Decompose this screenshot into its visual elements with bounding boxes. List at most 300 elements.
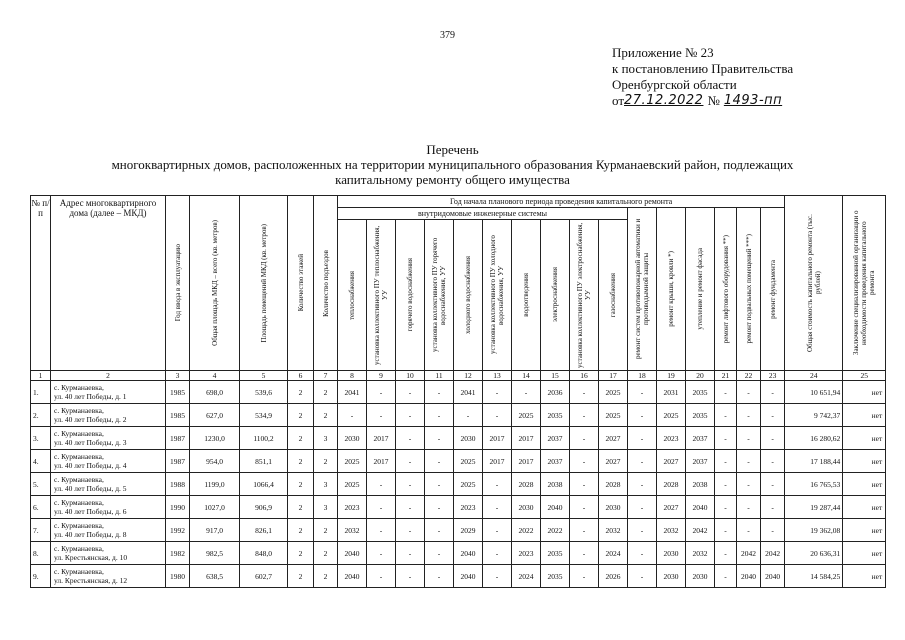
cell-c13: - — [483, 542, 512, 565]
column-number: 19 — [657, 371, 686, 381]
address-line-2: ул. 40 лет Победы, д. 4 — [54, 461, 127, 470]
column-number: 22 — [737, 371, 761, 381]
cell-c10: - — [396, 450, 425, 473]
address-line-1: с. Курманаевка, — [54, 406, 104, 415]
cell-c16: - — [570, 542, 599, 565]
cell-c21: - — [715, 565, 737, 588]
column-number: 21 — [715, 371, 737, 381]
cell-total: 1027,0 — [190, 496, 240, 519]
cell-year: 1987 — [166, 450, 190, 473]
cell-c20: 2037 — [686, 450, 715, 473]
cell-c20: 2030 — [686, 565, 715, 588]
cell-floors: 2 — [288, 427, 314, 450]
cell-total: 1230,0 — [190, 427, 240, 450]
cell-c18: - — [628, 450, 657, 473]
header-floors: Количество этажей — [288, 196, 314, 371]
address-line-1: с. Курманаевка, — [54, 498, 104, 507]
cell-prem: 539,6 — [240, 381, 288, 404]
cell-c18: - — [628, 427, 657, 450]
address-line-2: ул. 40 лет Победы, д. 5 — [54, 484, 127, 493]
address-line-2: ул. Крестьянская, д. 10 — [54, 553, 128, 562]
cell-c11: - — [425, 404, 454, 427]
cell-c10: - — [396, 404, 425, 427]
header-systems-group: внутридомовые инженерные системы — [338, 208, 628, 220]
table-row — [31, 381, 886, 404]
cell-c16: - — [570, 473, 599, 496]
cell-floors: 2 — [288, 450, 314, 473]
header-electricity-meter: установка коллективного ПУ электроснабжения, УУ — [570, 220, 599, 371]
header-num: № п/п — [31, 196, 51, 371]
cell-cost: 10 651,94 — [785, 381, 843, 404]
cell-c15: 2040 — [541, 496, 570, 519]
cell-c18: - — [628, 381, 657, 404]
cell-concl: нет — [843, 542, 886, 565]
cell-c19: 2027 — [657, 496, 686, 519]
cell-total: 638,5 — [190, 565, 240, 588]
table-row — [31, 496, 886, 519]
column-number: 9 — [367, 371, 396, 381]
row-number: 5. — [31, 473, 51, 496]
cell-c11: - — [425, 565, 454, 588]
cell-c10: - — [396, 496, 425, 519]
cell-concl: нет — [843, 519, 886, 542]
cell-entr: 2 — [314, 565, 338, 588]
header-cold-water: холодного водоснабжения — [454, 220, 483, 371]
cell-c8: 2040 — [338, 542, 367, 565]
cell-concl: нет — [843, 473, 886, 496]
cell-c21: - — [715, 404, 737, 427]
row-number: 1. — [31, 381, 51, 404]
cell-c10: - — [396, 542, 425, 565]
cell-c23: - — [761, 427, 785, 450]
cell-entr: 3 — [314, 496, 338, 519]
cell-c22: 2040 — [737, 565, 761, 588]
cell-year: 1988 — [166, 473, 190, 496]
column-number: 10 — [396, 371, 425, 381]
cell-floors: 2 — [288, 496, 314, 519]
column-number: 14 — [512, 371, 541, 381]
cell-c8: 2040 — [338, 565, 367, 588]
cell-entr: 3 — [314, 427, 338, 450]
column-number: 11 — [425, 371, 454, 381]
row-number: 9. — [31, 565, 51, 588]
cell-c11: - — [425, 381, 454, 404]
cell-c11: - — [425, 519, 454, 542]
column-number: 2 — [51, 371, 166, 381]
cell-c17: 2025 — [599, 381, 628, 404]
header-total-area: Общая площадь МКД – всего (кв. метров) — [190, 196, 240, 371]
cell-c12: 2030 — [454, 427, 483, 450]
cell-c17: 2028 — [599, 473, 628, 496]
cell-total: 982,5 — [190, 542, 240, 565]
cell-c11: - — [425, 473, 454, 496]
cell-c9: 2017 — [367, 450, 396, 473]
column-numbers-row — [31, 371, 886, 381]
cell-concl: нет — [843, 496, 886, 519]
header-hot-water: горячего водоснабжения — [396, 220, 425, 371]
buildings-table — [30, 195, 886, 588]
table-row — [31, 427, 886, 450]
cell-c13: - — [483, 473, 512, 496]
cell-c20: 2035 — [686, 381, 715, 404]
row-address — [51, 381, 166, 404]
cell-cost: 9 742,37 — [785, 404, 843, 427]
cell-floors: 2 — [288, 542, 314, 565]
cell-c14: 2023 — [512, 542, 541, 565]
cell-c8: 2041 — [338, 381, 367, 404]
cell-c9: - — [367, 496, 396, 519]
cell-entr: 2 — [314, 542, 338, 565]
cell-c21: - — [715, 473, 737, 496]
address-line-1: с. Курманаевка, — [54, 452, 104, 461]
cell-year: 1992 — [166, 519, 190, 542]
cell-c16: - — [570, 404, 599, 427]
header-period-group: Год начала планового периода проведения капитального ремонта — [338, 196, 785, 208]
cell-c19: 2023 — [657, 427, 686, 450]
cell-c20: 2035 — [686, 404, 715, 427]
row-number: 7. — [31, 519, 51, 542]
cell-c14: 2017 — [512, 427, 541, 450]
column-number: 8 — [338, 371, 367, 381]
cell-c12: 2040 — [454, 565, 483, 588]
cell-c12: 2023 — [454, 496, 483, 519]
cell-c15: 2035 — [541, 565, 570, 588]
address-line-2: ул. 40 лет Победы, д. 1 — [54, 392, 127, 401]
cell-c8: 2025 — [338, 450, 367, 473]
column-number: 25 — [843, 371, 886, 381]
cell-c9: - — [367, 565, 396, 588]
cell-total: 627,0 — [190, 404, 240, 427]
cell-entr: 2 — [314, 519, 338, 542]
cell-c23: 2042 — [761, 542, 785, 565]
header-address: Адрес многоквартирного дома (далее – МКД) — [51, 196, 166, 371]
cell-c13: - — [483, 404, 512, 427]
cell-c10: - — [396, 519, 425, 542]
cell-c18: - — [628, 519, 657, 542]
cell-c12: 2041 — [454, 381, 483, 404]
cell-c16: - — [570, 381, 599, 404]
cell-c16: - — [570, 496, 599, 519]
row-number: 6. — [31, 496, 51, 519]
appendix-line-3: Оренбургской области — [612, 77, 737, 92]
address-line-2: ул. 40 лет Победы, д. 8 — [54, 530, 127, 539]
header-electricity: электроснабжения — [541, 220, 570, 371]
handwritten-date: 27.12.2022 — [624, 93, 704, 108]
cell-prem: 906,9 — [240, 496, 288, 519]
cell-prem: 851,1 — [240, 450, 288, 473]
row-number: 2. — [31, 404, 51, 427]
cell-c17: 2024 — [599, 542, 628, 565]
appendix-line-2: к постановлению Правительства — [612, 61, 794, 76]
cell-c9: - — [367, 519, 396, 542]
cell-c13: 2017 — [483, 450, 512, 473]
address-line-1: с. Курманаевка, — [54, 475, 104, 484]
header-gas: газоснабжения — [599, 220, 628, 371]
cell-concl: нет — [843, 404, 886, 427]
cell-c20: 2032 — [686, 542, 715, 565]
cell-floors: 2 — [288, 381, 314, 404]
cell-c22: - — [737, 427, 761, 450]
row-address — [51, 427, 166, 450]
date-prefix: от — [612, 93, 625, 108]
cell-c22: 2042 — [737, 542, 761, 565]
header-conclusion: Заключение специализированной организации о необходимости проведения капитального ремонта — [843, 196, 886, 371]
cell-year: 1982 — [166, 542, 190, 565]
cell-c21: - — [715, 427, 737, 450]
page-number: 379 — [440, 30, 455, 41]
cell-year: 1990 — [166, 496, 190, 519]
title-line-3: капитальному ремонту общего имущества — [335, 172, 570, 187]
cell-c20: 2040 — [686, 496, 715, 519]
column-number: 6 — [288, 371, 314, 381]
cell-c13: - — [483, 496, 512, 519]
cell-cost: 16 280,62 — [785, 427, 843, 450]
cell-c10: - — [396, 427, 425, 450]
cell-total: 954,0 — [190, 450, 240, 473]
header-basement: ремонт подвальных помещений ***) — [737, 208, 761, 371]
row-address — [51, 450, 166, 473]
column-number: 17 — [599, 371, 628, 381]
cell-cost: 19 287,44 — [785, 496, 843, 519]
cell-c15: 2035 — [541, 404, 570, 427]
cell-c18: - — [628, 473, 657, 496]
header-cold-water-meter: установка коллективного ПУ холодного водоснабжения, УУ — [483, 220, 512, 371]
header-entrances: Количество подъездов — [314, 196, 338, 371]
cell-cost: 19 362,08 — [785, 519, 843, 542]
cell-c10: - — [396, 565, 425, 588]
header-fire-systems: ремонт систем противопожарной автоматики и противодымной защиты — [628, 208, 657, 371]
cell-c17: 2025 — [599, 404, 628, 427]
cell-entr: 2 — [314, 381, 338, 404]
table-row — [31, 473, 886, 496]
column-number: 24 — [785, 371, 843, 381]
title-line-2: многоквартирных домов, расположенных на территории муниципального образования Курманаевский район, подлежащих — [111, 157, 794, 172]
column-number: 5 — [240, 371, 288, 381]
cell-c12: 2025 — [454, 473, 483, 496]
header-premises-area: Площадь помещений МКД (кв. метров) — [240, 196, 288, 371]
cell-c15: 2022 — [541, 519, 570, 542]
column-number: 4 — [190, 371, 240, 381]
cell-prem: 826,1 — [240, 519, 288, 542]
cell-concl: нет — [843, 565, 886, 588]
cell-c23: - — [761, 381, 785, 404]
row-address — [51, 404, 166, 427]
handwritten-number: 1493-пп — [723, 93, 783, 108]
cell-c16: - — [570, 565, 599, 588]
header-hot-water-meter: установка коллективного ПУ горячего водоснабжения, УУ — [425, 220, 454, 371]
cell-c13: - — [483, 381, 512, 404]
cell-c15: 2037 — [541, 450, 570, 473]
cell-floors: 2 — [288, 473, 314, 496]
cell-c14: 2022 — [512, 519, 541, 542]
cell-c13: - — [483, 519, 512, 542]
header-facade: утепление и ремонт фасада — [686, 208, 715, 371]
cell-c19: 2032 — [657, 519, 686, 542]
cell-c19: 2031 — [657, 381, 686, 404]
number-prefix: № — [707, 93, 720, 108]
table-body — [31, 381, 886, 588]
column-number: 23 — [761, 371, 785, 381]
cell-c20: 2038 — [686, 473, 715, 496]
cell-c11: - — [425, 427, 454, 450]
column-number: 16 — [570, 371, 599, 381]
cell-c23: - — [761, 496, 785, 519]
table-row — [31, 519, 886, 542]
cell-c11: - — [425, 450, 454, 473]
header-drainage: водоотведения — [512, 220, 541, 371]
cell-c23: - — [761, 519, 785, 542]
column-number: 13 — [483, 371, 512, 381]
cell-c14: 2028 — [512, 473, 541, 496]
cell-cost: 17 188,44 — [785, 450, 843, 473]
row-number: 3. — [31, 427, 51, 450]
cell-c22: - — [737, 519, 761, 542]
cell-year: 1980 — [166, 565, 190, 588]
address-line-2: ул. 40 лет Победы, д. 6 — [54, 507, 127, 516]
cell-total: 698,0 — [190, 381, 240, 404]
cell-c18: - — [628, 542, 657, 565]
header-heating: теплоснабжения — [338, 220, 367, 371]
cell-c13: - — [483, 565, 512, 588]
cell-c15: 2036 — [541, 381, 570, 404]
cell-cost: 14 584,25 — [785, 565, 843, 588]
table-row — [31, 450, 886, 473]
cell-c15: 2038 — [541, 473, 570, 496]
cell-c20: 2042 — [686, 519, 715, 542]
row-address — [51, 473, 166, 496]
cell-concl: нет — [843, 450, 886, 473]
cell-year: 1985 — [166, 381, 190, 404]
cell-prem: 602,7 — [240, 565, 288, 588]
address-line-2: ул. Крестьянская, д. 12 — [54, 576, 128, 585]
cell-c17: 2027 — [599, 450, 628, 473]
cell-floors: 2 — [288, 565, 314, 588]
cell-c23: 2040 — [761, 565, 785, 588]
cell-c22: - — [737, 404, 761, 427]
document-title — [30, 142, 875, 187]
cell-entr: 2 — [314, 450, 338, 473]
cell-entr: 3 — [314, 473, 338, 496]
cell-c12: - — [454, 404, 483, 427]
cell-c14: 2025 — [512, 404, 541, 427]
cell-c17: 2032 — [599, 519, 628, 542]
header-elevator: ремонт лифтового оборудования **) — [715, 208, 737, 371]
cell-floors: 2 — [288, 404, 314, 427]
cell-c11: - — [425, 496, 454, 519]
cell-c19: 2025 — [657, 404, 686, 427]
cell-c18: - — [628, 496, 657, 519]
address-line-2: ул. 40 лет Победы, д. 3 — [54, 438, 127, 447]
cell-c14: 2024 — [512, 565, 541, 588]
cell-prem: 848,0 — [240, 542, 288, 565]
column-number: 20 — [686, 371, 715, 381]
cell-c13: 2017 — [483, 427, 512, 450]
header-total-cost: Общая стоимость капитального ремонта (тыс. рублей) — [785, 196, 843, 371]
cell-c19: 2030 — [657, 542, 686, 565]
cell-c9: - — [367, 381, 396, 404]
cell-c22: - — [737, 450, 761, 473]
address-line-1: с. Курманаевка, — [54, 383, 104, 392]
cell-c21: - — [715, 542, 737, 565]
address-line-2: ул. 40 лет Победы, д. 2 — [54, 415, 127, 424]
cell-concl: нет — [843, 381, 886, 404]
cell-c19: 2030 — [657, 565, 686, 588]
cell-cost: 20 636,31 — [785, 542, 843, 565]
cell-c21: - — [715, 450, 737, 473]
cell-c21: - — [715, 496, 737, 519]
cell-c12: 2029 — [454, 519, 483, 542]
cell-c14: - — [512, 381, 541, 404]
cell-c10: - — [396, 381, 425, 404]
column-number: 7 — [314, 371, 338, 381]
appendix-date-line — [612, 93, 793, 109]
cell-c14: 2030 — [512, 496, 541, 519]
cell-c8: 2025 — [338, 473, 367, 496]
cell-c8: 2032 — [338, 519, 367, 542]
cell-c15: 2035 — [541, 542, 570, 565]
column-number: 3 — [166, 371, 190, 381]
cell-floors: 2 — [288, 519, 314, 542]
cell-c22: - — [737, 381, 761, 404]
table-row — [31, 542, 886, 565]
cell-c12: 2025 — [454, 450, 483, 473]
cell-c21: - — [715, 381, 737, 404]
cell-total: 917,0 — [190, 519, 240, 542]
cell-c19: 2027 — [657, 450, 686, 473]
cell-c8: - — [338, 404, 367, 427]
cell-c17: 2030 — [599, 496, 628, 519]
cell-c22: - — [737, 473, 761, 496]
header-roof: ремонт крыши, кровли *) — [657, 208, 686, 371]
column-number: 12 — [454, 371, 483, 381]
cell-cost: 16 765,53 — [785, 473, 843, 496]
row-number: 4. — [31, 450, 51, 473]
address-line-1: с. Курманаевка, — [54, 567, 104, 576]
cell-c12: 2040 — [454, 542, 483, 565]
cell-c10: - — [396, 473, 425, 496]
cell-c21: - — [715, 519, 737, 542]
cell-c8: 2030 — [338, 427, 367, 450]
appendix-line-1: Приложение № 23 — [612, 45, 714, 60]
cell-year: 1987 — [166, 427, 190, 450]
column-number: 18 — [628, 371, 657, 381]
cell-c23: - — [761, 450, 785, 473]
table-row — [31, 404, 886, 427]
header-year: Год ввода в эксплуатацию — [166, 196, 190, 371]
row-address — [51, 519, 166, 542]
cell-c18: - — [628, 404, 657, 427]
cell-c9: - — [367, 542, 396, 565]
cell-c16: - — [570, 427, 599, 450]
column-number: 15 — [541, 371, 570, 381]
cell-year: 1985 — [166, 404, 190, 427]
cell-concl: нет — [843, 427, 886, 450]
cell-c11: - — [425, 542, 454, 565]
row-address — [51, 542, 166, 565]
cell-c14: 2017 — [512, 450, 541, 473]
cell-c16: - — [570, 450, 599, 473]
cell-c23: - — [761, 404, 785, 427]
cell-prem: 534,9 — [240, 404, 288, 427]
cell-c9: - — [367, 473, 396, 496]
appendix-block — [612, 45, 793, 109]
cell-entr: 2 — [314, 404, 338, 427]
cell-c22: - — [737, 496, 761, 519]
row-number: 8. — [31, 542, 51, 565]
cell-c8: 2023 — [338, 496, 367, 519]
header-foundation: ремонт фундамента — [761, 208, 785, 371]
title-line-1: Перечень — [426, 142, 479, 157]
